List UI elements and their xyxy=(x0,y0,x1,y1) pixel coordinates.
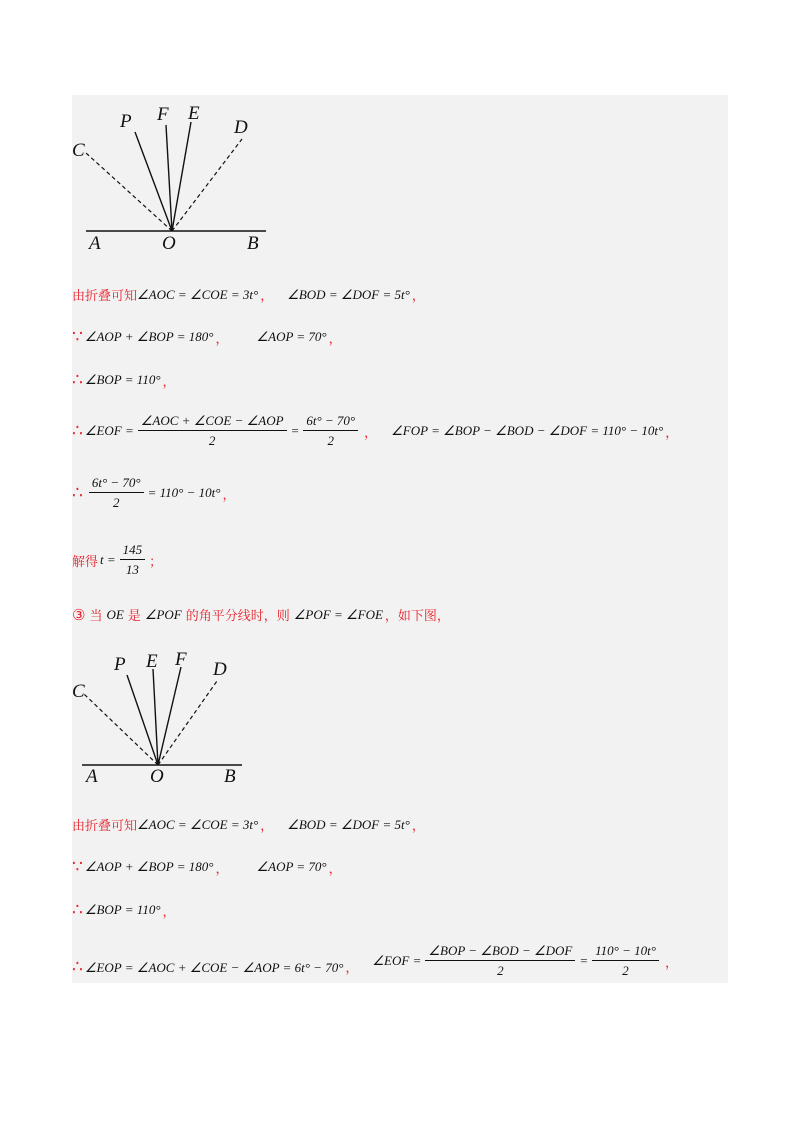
step-fold-angles-1: 由折叠可知 ∠AOC = ∠COE = 3t° ， ∠BOD = ∠DOF = 5t° ， xyxy=(72,286,425,304)
fraction: $\frac{6t^\circ - 70^\circ}{2}$ xyxy=(89,475,144,511)
svg-text:B: B xyxy=(224,766,236,787)
fraction: $\frac{\text{∠BOP − ∠BOD − ∠DOF}}{2}$ xyxy=(425,943,575,979)
svg-text:D: D xyxy=(234,117,248,138)
step-because-2: ∵ ∠AOP + ∠BOP = 180° ， ∠AOP = 70° ， xyxy=(72,857,342,877)
step-equation-1: ∴ $\frac{6t^\circ - 70^\circ}{2}$ = 110° − 10t° ， xyxy=(72,475,236,510)
fraction: $\frac{6t^\circ - 70^\circ}{2}$ xyxy=(303,413,358,449)
svg-text:B: B xyxy=(247,233,259,254)
fraction: $\frac{145}{13}$ xyxy=(120,542,146,578)
svg-text:O: O xyxy=(150,766,164,787)
step-solve-1: 解得 t = $\frac{145}{13}$ ； xyxy=(72,542,163,577)
svg-text:P: P xyxy=(114,654,126,675)
angle-figure-2 xyxy=(72,650,272,790)
svg-text:P: P xyxy=(120,111,132,132)
fraction: $\frac{\text{∠AOC + ∠COE − ∠AOP}}{2}$ xyxy=(138,413,287,449)
angle-figure-1 xyxy=(72,95,292,260)
svg-text:C: C xyxy=(72,140,85,161)
step-therefore-bop-2: ∴ ∠BOP = 110° ， xyxy=(72,900,176,920)
fraction: $\frac{110^\circ - 10t^\circ}{2}$ xyxy=(592,943,659,979)
svg-text:E: E xyxy=(188,103,200,124)
step-therefore-bop-1: ∴ ∠BOP = 110° ， xyxy=(72,370,176,390)
solution-panel xyxy=(72,95,728,983)
svg-text:A: A xyxy=(89,233,101,254)
step-fold-angles-2: 由折叠可知 ∠AOC = ∠COE = 3t° ， ∠BOD = ∠DOF = 5t° ， xyxy=(72,816,425,834)
step-eof-fop-1: ∴ ∠EOF = $\frac{\text{∠AOC + ∠COE − ∠AOP}}{2}$ = $\frac{6t^\circ - 70^\circ}{2}$ ， ∠FOP = ∠BOP − ∠BOD − ∠DOF = 110° − 10t° ， xyxy=(72,413,679,448)
case-3-heading: ③ 当 OE 是 ∠POF 的角平分线时，则 ∠POF = ∠FOE ，如下图， xyxy=(72,605,450,624)
step-because-1: ∵ ∠AOP + ∠BOP = 180° ， ∠AOP = 70° ， xyxy=(72,327,342,347)
svg-text:A: A xyxy=(86,766,98,787)
svg-text:F: F xyxy=(157,104,169,125)
step-eop-eof-2: ∴ ∠EOP = ∠AOC + ∠COE − ∠AOP = 6t° − 70° ， ∠EOF = $\frac{\text{∠BOP − ∠BOD − ∠DOF}}{2}$ = $\frac{110^\circ - 10t^\circ}{2}$ ， xyxy=(72,943,678,978)
svg-text:O: O xyxy=(162,233,176,254)
svg-text:F: F xyxy=(175,650,187,670)
svg-text:D: D xyxy=(213,659,227,680)
svg-text:C: C xyxy=(72,681,85,702)
svg-text:E: E xyxy=(146,651,158,672)
